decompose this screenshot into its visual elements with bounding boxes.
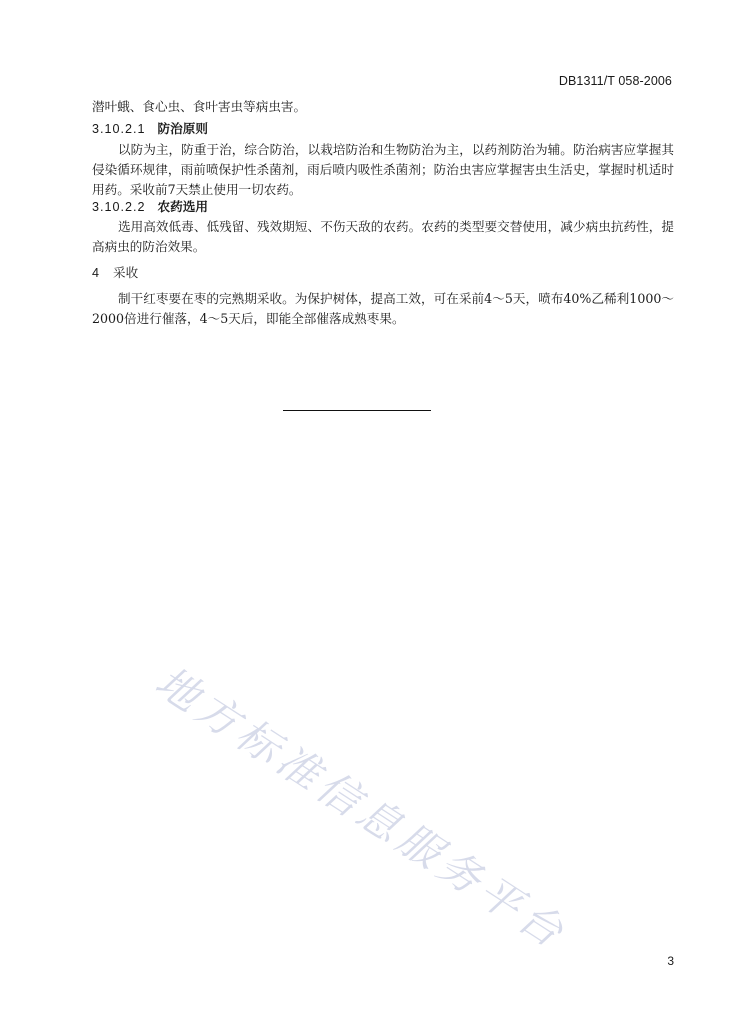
section-title-plain: 采收 — [113, 265, 139, 280]
section-number: 4 — [92, 266, 100, 280]
section-number: 3.10.2.1 — [92, 122, 146, 136]
watermark: 地方标准信息服务平台 — [146, 656, 577, 960]
continuation-paragraph: 潜叶蛾、食心虫、食叶害虫等病虫害。 — [92, 99, 307, 114]
section-heading-3-10-2-1 — [92, 119, 208, 139]
section-title: 防治原则 — [157, 121, 208, 136]
section-heading-3-10-2-2 — [92, 197, 208, 217]
section-title: 农药选用 — [157, 199, 208, 214]
end-rule — [283, 410, 431, 411]
section-paragraph-3-10-2-1: 以防为主，防重于治，综合防治，以栽培防治和生物防治为主，以药剂防治为辅。防治病害应掌握其侵染循环规律，雨前喷保护性杀菌剂，雨后喷内吸性杀菌剂；防治虫害应掌握害虫生活史，掌握时机适时用药。采收前7天禁止使用一切农药。 — [92, 142, 674, 197]
section-paragraph-3-10-2-2: 选用高效低毒、低残留、残效期短、不伤天敌的农药。农药的类型要交替使用，减少病虫抗药性，提高病虫的防治效果。 — [92, 219, 674, 254]
section-heading-4 — [92, 263, 138, 283]
page-number: 3 — [667, 954, 674, 968]
section-paragraph-4: 制干红枣要在枣的完熟期采收。为保护树体，提高工效，可在采前4～5天，喷布40%乙稀利1000～2000倍进行催落，4～5天后，即能全部催落成熟枣果。 — [92, 291, 674, 326]
section-number: 3.10.2.2 — [92, 200, 146, 214]
document-code: DB1311/T 058-2006 — [558, 74, 672, 88]
